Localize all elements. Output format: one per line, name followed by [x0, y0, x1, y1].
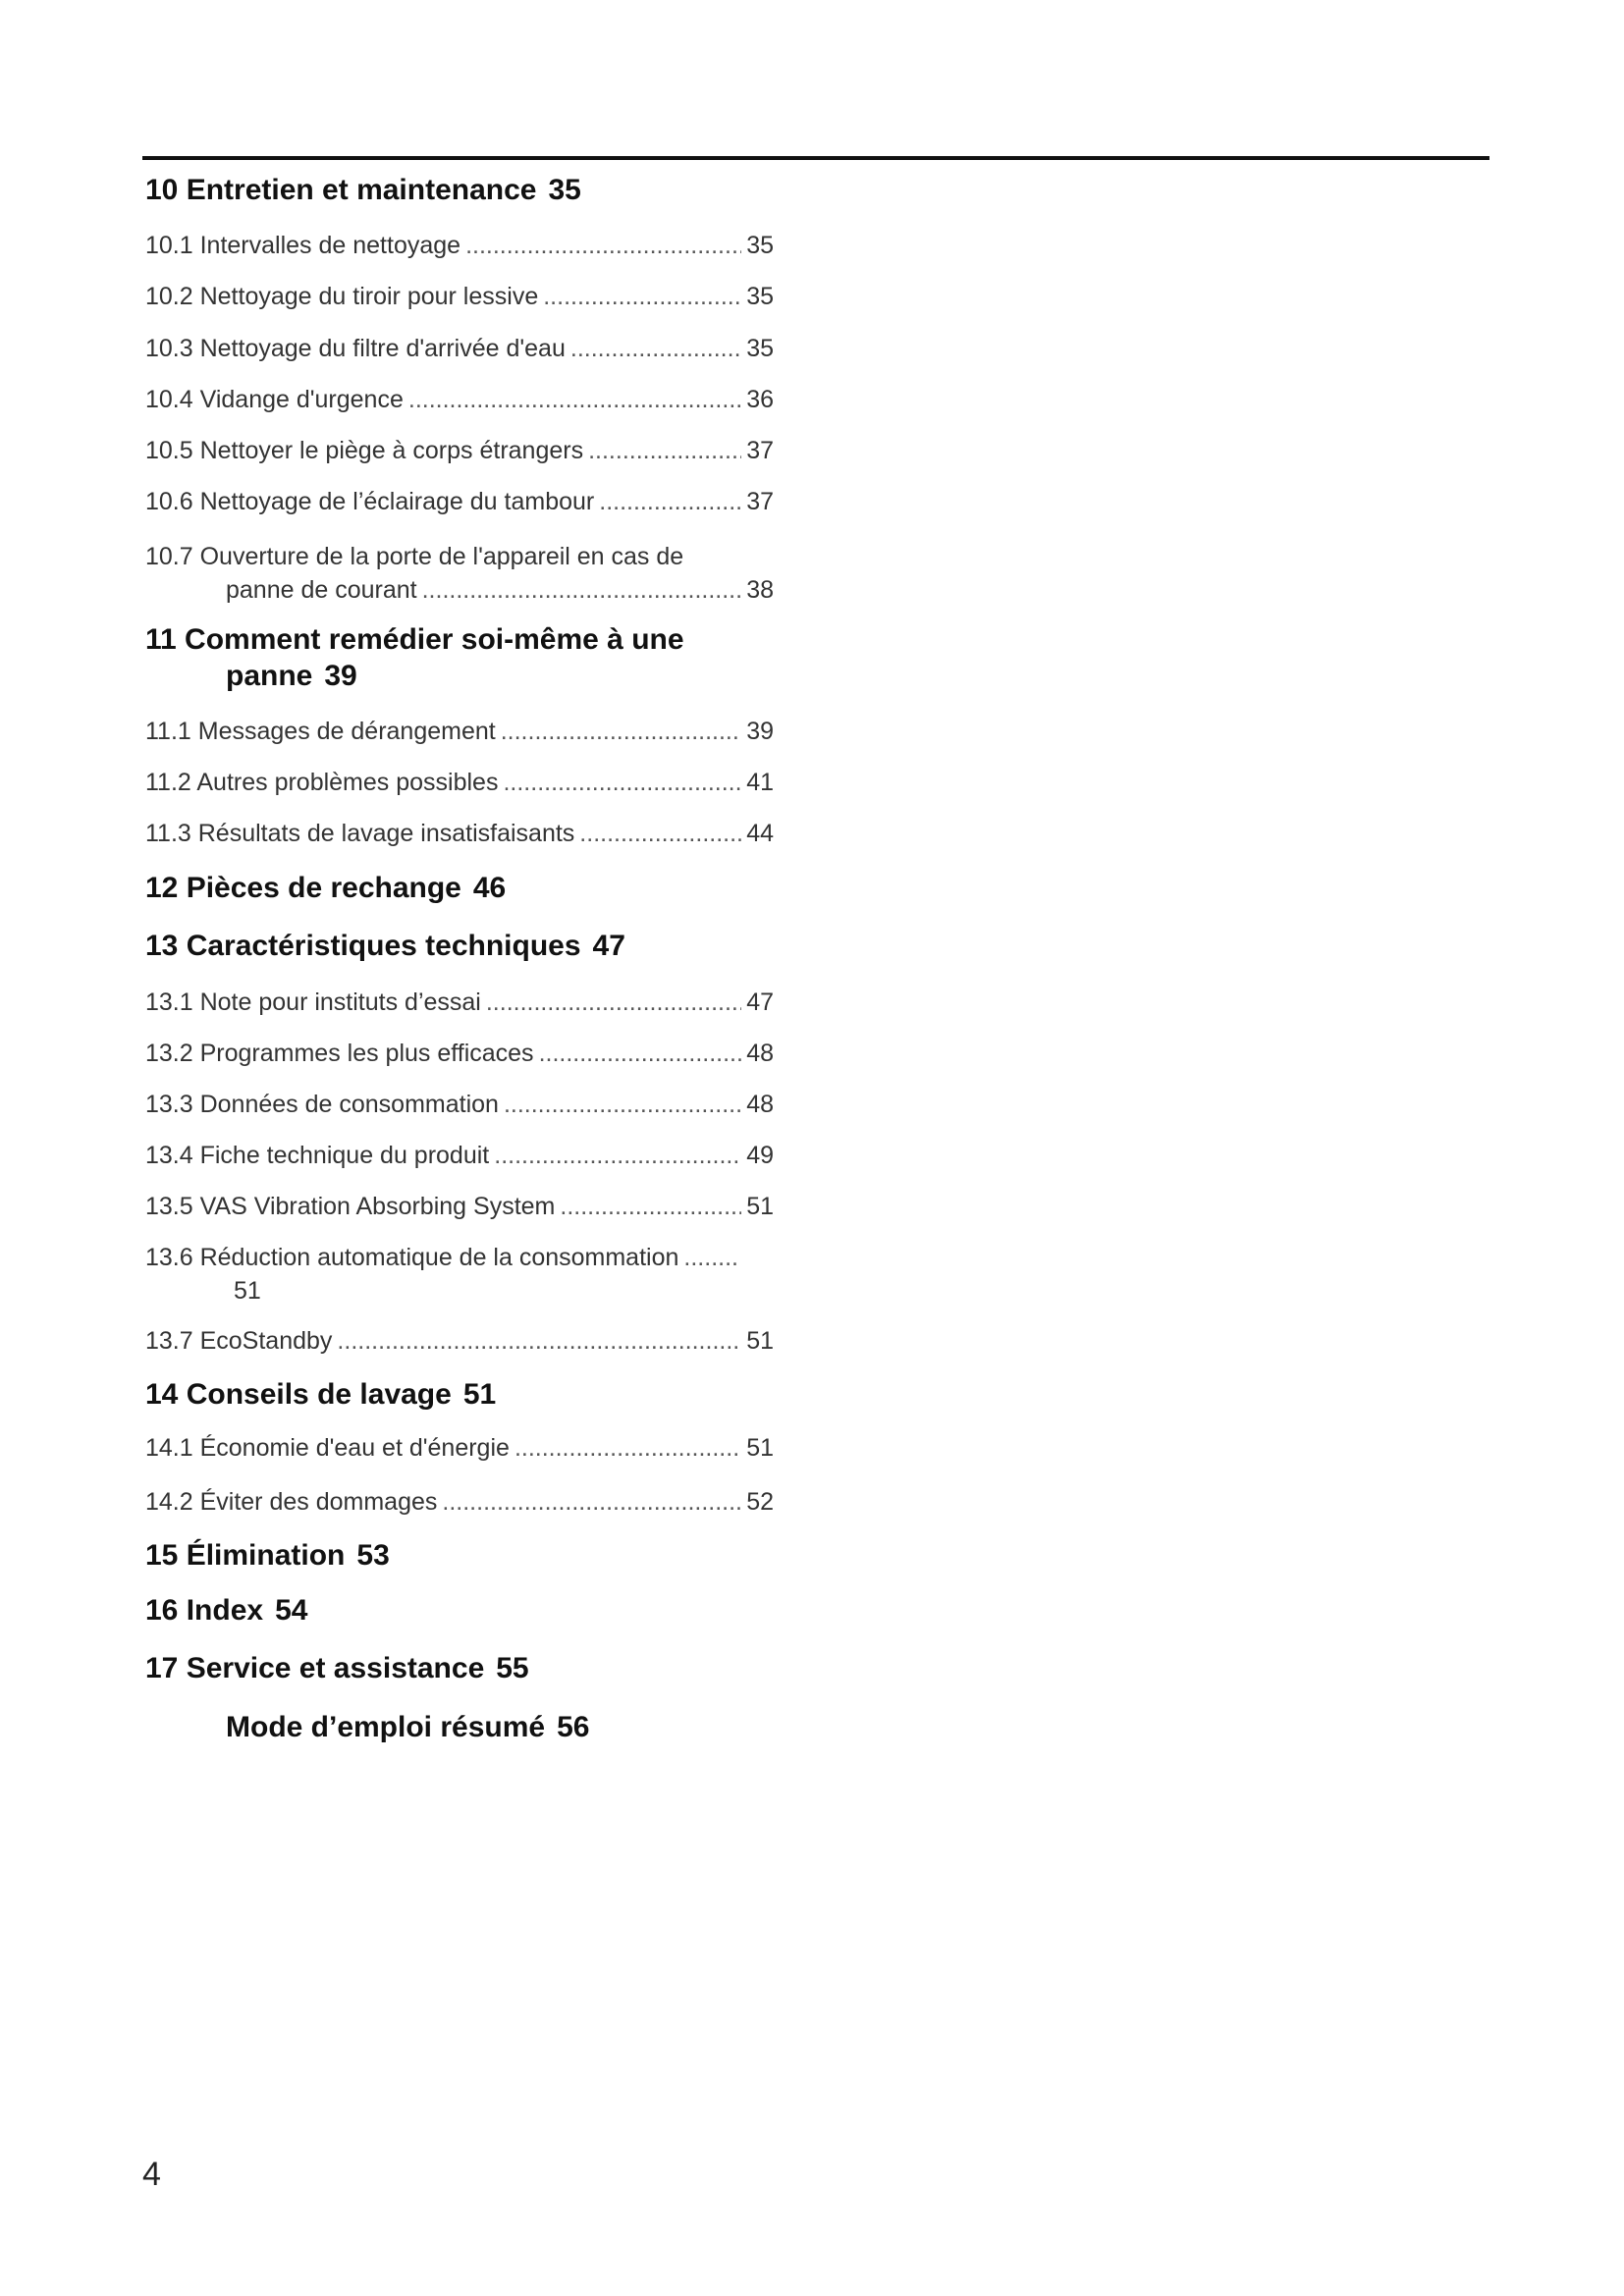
entry-page: 37 — [746, 488, 774, 515]
chapter-title: 11 Comment remédier soi-même à une — [145, 623, 684, 656]
chapter-title: 12 Pièces de rechange — [145, 872, 461, 904]
toc-entry-11-1[interactable] — [145, 715, 774, 748]
chapter-page: 35 — [548, 174, 581, 206]
entry-page: 51 — [746, 1434, 774, 1462]
chapter-title-continuation: panne — [226, 660, 313, 692]
entry-page: 47 — [746, 988, 774, 1016]
toc-entry-10-1[interactable] — [145, 229, 774, 262]
dot-leader — [560, 1190, 741, 1223]
entry-title: 14.1 Économie d'eau et d'énergie — [145, 1434, 510, 1462]
chapter-page: 47 — [592, 930, 625, 962]
toc-entry-13-1[interactable] — [145, 986, 774, 1019]
entry-page: 41 — [746, 769, 774, 796]
toc-chapter-16[interactable] — [145, 1592, 307, 1629]
entry-page: 35 — [746, 283, 774, 310]
entry-page: 51 — [746, 1193, 774, 1220]
toc-entry-10-7[interactable] — [145, 540, 774, 607]
toc-entry-13-2[interactable] — [145, 1037, 774, 1070]
toc-chapter-11[interactable] — [145, 621, 684, 694]
dot-leader — [539, 1037, 742, 1070]
entry-title: 11.3 Résultats de lavage insatisfaisants — [145, 820, 575, 847]
entry-page: 37 — [746, 437, 774, 464]
entry-title: 14.2 Éviter des dommages — [145, 1488, 438, 1516]
toc-chapter-12[interactable] — [145, 870, 506, 906]
entry-title: 13.1 Note pour instituts d’essai — [145, 988, 481, 1016]
chapter-title: 16 Index — [145, 1594, 264, 1627]
toc-chapter-17[interactable] — [145, 1650, 529, 1686]
dot-leader — [408, 383, 741, 416]
entry-title: 11.1 Messages de dérangement — [145, 718, 496, 745]
entry-page: 35 — [746, 335, 774, 362]
dot-leader — [570, 332, 741, 365]
toc-entry-14-2[interactable] — [145, 1485, 774, 1519]
toc-entry-10-5[interactable] — [145, 434, 774, 467]
dot-leader — [337, 1324, 741, 1358]
entry-title: 13.6 Réduction automatique de la consommation — [145, 1244, 679, 1271]
entry-page: 36 — [746, 386, 774, 413]
chapter-title: 15 Élimination — [145, 1539, 346, 1572]
entry-title: 10.4 Vidange d'urgence — [145, 386, 404, 413]
chapter-page: 51 — [462, 1378, 497, 1411]
entry-title: 10.6 Nettoyage de l’éclairage du tambour — [145, 488, 595, 515]
toc-chapter-14[interactable] — [145, 1376, 496, 1413]
chapter-page: 39 — [324, 660, 357, 692]
toc-quick-guide[interactable] — [226, 1709, 589, 1745]
chapter-title: 14 Conseils de lavage — [145, 1378, 452, 1411]
toc-chapter-15[interactable] — [145, 1537, 390, 1574]
dot-leader — [588, 434, 741, 467]
toc-entry-10-3[interactable] — [145, 332, 774, 365]
dot-leader — [683, 1241, 736, 1274]
entry-title: 13.4 Fiche technique du produit — [145, 1142, 490, 1169]
dot-leader — [465, 229, 741, 262]
entry-page: 48 — [746, 1091, 774, 1118]
toc-entry-10-4[interactable] — [145, 383, 774, 416]
dot-leader — [504, 1088, 741, 1121]
toc-entry-10-2[interactable] — [145, 280, 774, 313]
dot-leader — [599, 485, 741, 518]
entry-page: 35 — [746, 232, 774, 259]
toc-entry-11-2[interactable] — [145, 766, 774, 799]
toc-entry-13-3[interactable] — [145, 1088, 774, 1121]
dot-leader — [503, 766, 741, 799]
dot-leader — [543, 280, 741, 313]
dot-leader — [486, 986, 741, 1019]
toc-chapter-13[interactable] — [145, 928, 625, 964]
entry-title: 13.3 Données de consommation — [145, 1091, 499, 1118]
entry-title: 10.3 Nettoyage du filtre d'arrivée d'eau — [145, 335, 566, 362]
entry-title-continuation: panne de courant — [226, 576, 417, 604]
entry-title: 13.7 EcoStandby — [145, 1327, 333, 1355]
toc-entry-13-5[interactable] — [145, 1190, 774, 1223]
entry-page: 51 — [234, 1277, 261, 1305]
entry-page: 44 — [746, 820, 774, 847]
toc-entry-14-1[interactable] — [145, 1431, 774, 1465]
chapter-title: 13 Caractéristiques techniques — [145, 930, 581, 962]
entry-page: 38 — [746, 576, 774, 604]
chapter-page: 56 — [557, 1711, 590, 1743]
chapter-page: 53 — [356, 1539, 390, 1572]
entry-page: 49 — [746, 1142, 774, 1169]
chapter-title: Mode d’emploi résumé — [226, 1711, 546, 1743]
chapter-page: 54 — [275, 1594, 308, 1627]
entry-title: 13.5 VAS Vibration Absorbing System — [145, 1193, 556, 1220]
chapter-title: 10 Entretien et maintenance — [145, 174, 537, 206]
page-number: 4 — [142, 2156, 161, 2193]
entry-title: 10.2 Nettoyage du tiroir pour lessive — [145, 283, 539, 310]
entry-title: 10.5 Nettoyer le piège à corps étrangers — [145, 437, 584, 464]
entry-page: 48 — [746, 1040, 774, 1067]
toc-entry-13-6[interactable] — [145, 1241, 774, 1308]
top-rule — [142, 156, 1489, 160]
dot-leader — [579, 817, 741, 850]
toc-entry-11-3[interactable] — [145, 817, 774, 850]
toc-chapter-10[interactable] — [145, 172, 581, 208]
entry-title: 10.7 Ouverture de la porte de l'appareil en cas de — [145, 543, 684, 570]
entry-page: 51 — [746, 1327, 774, 1355]
dot-leader — [501, 715, 741, 748]
dot-leader — [514, 1431, 741, 1465]
entry-title: 10.1 Intervalles de nettoyage — [145, 232, 461, 259]
toc-entry-13-4[interactable] — [145, 1139, 774, 1172]
dot-leader — [442, 1485, 741, 1519]
chapter-page: 55 — [496, 1652, 529, 1684]
entry-page: 52 — [746, 1488, 774, 1516]
chapter-page: 46 — [472, 872, 507, 904]
toc-entry-10-6[interactable] — [145, 485, 774, 518]
entry-title: 11.2 Autres problèmes possibles — [145, 769, 499, 796]
entry-title: 13.2 Programmes les plus efficaces — [145, 1040, 534, 1067]
chapter-title: 17 Service et assistance — [145, 1652, 485, 1684]
entry-page: 39 — [746, 718, 774, 745]
toc-entry-13-7[interactable] — [145, 1324, 774, 1358]
dot-leader — [422, 573, 742, 607]
dot-leader — [494, 1139, 741, 1172]
